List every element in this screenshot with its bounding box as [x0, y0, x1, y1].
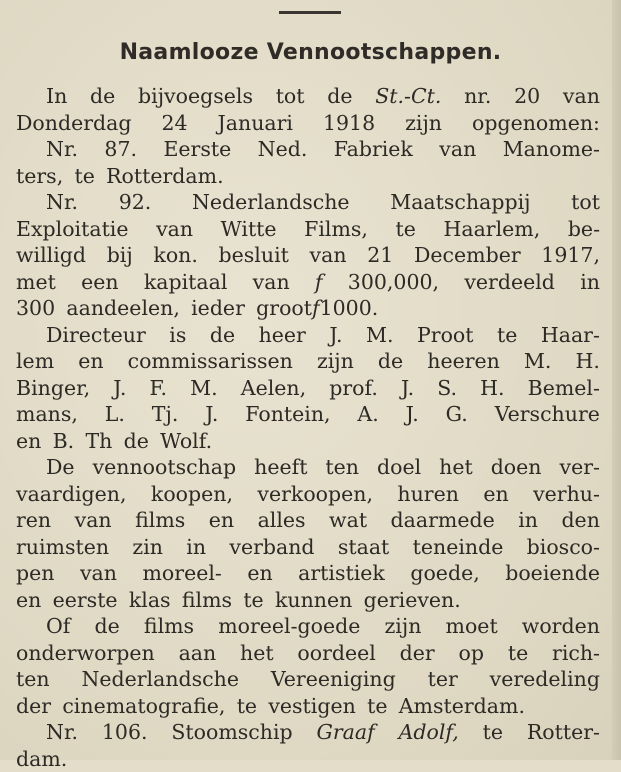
article-word: het	[240, 640, 274, 667]
article-line	[16, 534, 600, 561]
article-line	[16, 189, 600, 216]
article-word: Stoomschip	[171, 719, 292, 746]
section-heading: Naamlooze Vennootschappen.	[0, 38, 621, 68]
article-word: Ned.	[258, 136, 308, 163]
article-word: Exploitatie	[16, 216, 129, 243]
article-word: de	[95, 613, 120, 640]
article-word: 1918	[323, 110, 375, 137]
article-word: J.	[406, 401, 419, 428]
article-word: Directeur	[46, 322, 146, 349]
article-word: 1000.	[320, 295, 379, 322]
article-line	[16, 719, 600, 746]
article-word: Nr.	[46, 189, 78, 216]
article-word: heeren	[427, 348, 500, 375]
article-word: besluit	[219, 242, 289, 269]
article-word: heeft	[254, 454, 307, 481]
article-word: van	[75, 507, 112, 534]
article-word: vaardigen,	[16, 481, 126, 508]
article-word: Rotterdam.	[106, 163, 224, 190]
article-word: dam.	[16, 746, 67, 772]
article-word: te	[497, 322, 517, 349]
article-word: Haar-	[541, 322, 600, 349]
article-word: wat	[329, 507, 367, 534]
article-word: klas	[129, 587, 171, 614]
article-word: in	[186, 534, 206, 561]
article-word: Fabriek	[334, 136, 413, 163]
article-word: Nr.	[46, 719, 78, 746]
article-line	[16, 348, 600, 375]
article-word: staat	[338, 534, 389, 561]
article-word: te	[237, 693, 257, 720]
article-word: opgenomen:	[472, 110, 600, 137]
article-word: films	[135, 507, 185, 534]
article-word: eerste	[53, 587, 118, 614]
article-word: Rotter-	[527, 719, 600, 746]
article-word: Bemel-	[528, 375, 600, 402]
article-word: en	[247, 560, 272, 587]
top-divider-rule	[279, 11, 341, 14]
article-word: J.	[205, 401, 218, 428]
article-word: Vereeniging	[271, 666, 396, 693]
article-line	[16, 216, 600, 243]
article-word: van	[156, 216, 193, 243]
article-word: Eerste	[163, 136, 231, 163]
article-word: B.	[53, 428, 75, 455]
article-line	[16, 693, 600, 720]
article-word: 24	[161, 110, 187, 137]
article-word: Haarlem,	[443, 216, 540, 243]
article-line	[16, 587, 600, 614]
article-word: 300	[16, 295, 55, 322]
article-word: aandeelen,	[66, 295, 179, 322]
article-word: nr.	[464, 83, 491, 110]
article-word: f	[315, 269, 323, 296]
article-word: G.	[446, 401, 468, 428]
article-word: en	[483, 481, 508, 508]
article-word: Th	[85, 428, 112, 455]
article-word: ter	[428, 666, 458, 693]
article-word: in	[518, 507, 538, 534]
article-line	[16, 640, 600, 667]
article-line	[16, 83, 600, 110]
article-word: alles	[258, 507, 306, 534]
article-word: willigd	[16, 242, 86, 269]
article-word: moet	[446, 613, 498, 640]
article-word: op	[459, 640, 484, 667]
article-word: van	[310, 242, 347, 269]
article-word: onderworpen	[16, 640, 155, 667]
article-line	[16, 295, 600, 322]
article-word: Nederlandsche	[81, 666, 239, 693]
article-word: M.	[366, 322, 394, 349]
article-word: Of	[46, 613, 70, 640]
article-word: M.	[190, 375, 218, 402]
article-word: moreel-goede	[218, 613, 360, 640]
article-word: December	[414, 242, 521, 269]
article-word: 21	[367, 242, 393, 269]
article-word: zijn	[317, 348, 354, 375]
article-word: moreel-	[142, 560, 221, 587]
article-word: van	[80, 560, 117, 587]
article-line	[16, 454, 600, 481]
article-word: vennootschap	[93, 454, 237, 481]
article-word: verdeeld	[464, 269, 555, 296]
article-word: M.	[524, 348, 552, 375]
article-word: Manome-	[503, 136, 600, 163]
article-word: Maatschappij	[390, 189, 530, 216]
article-word: te	[74, 163, 94, 190]
article-word: pen	[16, 560, 54, 587]
article-word: daarmede	[391, 507, 495, 534]
article-word: 20	[514, 83, 540, 110]
article-word: ten	[325, 454, 359, 481]
article-word: J.	[401, 375, 414, 402]
article-line	[16, 163, 600, 190]
article-word: bijvoegsels	[138, 83, 253, 110]
article-word: cinematografie,	[62, 693, 225, 720]
article-body	[16, 83, 600, 772]
article-word: J.	[113, 375, 126, 402]
article-word: de	[210, 322, 235, 349]
article-word: Amsterdam.	[399, 693, 525, 720]
article-word: worden	[522, 613, 600, 640]
article-word: koopen,	[151, 481, 233, 508]
article-word: Films,	[304, 216, 368, 243]
article-word: van	[563, 83, 600, 110]
article-word: 92.	[119, 189, 152, 216]
article-word: ren	[16, 507, 51, 534]
article-word: te	[508, 640, 528, 667]
article-word: mans,	[16, 401, 78, 428]
article-word: tot	[276, 83, 305, 110]
article-word: Verschure	[495, 401, 600, 428]
article-word: kapitaal	[144, 269, 228, 296]
article-word: kon.	[153, 242, 197, 269]
article-word: der	[400, 640, 435, 667]
article-line	[16, 110, 600, 137]
article-word: Donderdag	[16, 110, 132, 137]
article-word: vestigen	[268, 693, 356, 720]
article-line	[16, 560, 600, 587]
article-word: 300,000,	[348, 269, 439, 296]
article-word: groot	[256, 295, 312, 322]
article-word: bij	[107, 242, 133, 269]
article-word: heer	[259, 322, 306, 349]
article-line	[16, 666, 600, 693]
article-word: ten	[16, 666, 50, 693]
article-word: doel	[377, 454, 421, 481]
article-word: de	[327, 83, 352, 110]
article-word: prof.	[329, 375, 378, 402]
article-word: films	[144, 613, 194, 640]
article-word: en	[16, 587, 41, 614]
article-line	[16, 746, 600, 772]
article-word: artistiek	[298, 560, 385, 587]
article-word: Aelen,	[241, 375, 306, 402]
article-line	[16, 242, 600, 269]
article-word: zin	[132, 534, 163, 561]
article-word: In	[46, 83, 67, 110]
article-word: verhu-	[533, 481, 600, 508]
article-word: Nr.	[46, 136, 78, 163]
article-word: is	[169, 322, 186, 349]
article-word: de	[124, 428, 149, 455]
article-word: films	[182, 587, 232, 614]
article-word: biosco-	[527, 534, 600, 561]
article-word: gerieven.	[364, 587, 461, 614]
article-word: ruimsten	[16, 534, 109, 561]
article-word: ieder	[191, 295, 245, 322]
article-line	[16, 507, 600, 534]
article-word: Graaf	[317, 719, 375, 746]
article-word: doen	[491, 454, 542, 481]
article-word: zijn	[385, 613, 422, 640]
article-word: Adolf,	[399, 719, 459, 746]
article-word: den	[561, 507, 599, 534]
article-line	[16, 613, 600, 640]
article-word: teneinde	[413, 534, 504, 561]
article-word: De	[46, 454, 75, 481]
article-word: tot	[571, 189, 600, 216]
article-word: en	[78, 348, 103, 375]
article-word: lem	[16, 348, 54, 375]
article-word: oordeel	[297, 640, 375, 667]
article-word: S.	[437, 375, 457, 402]
article-line	[16, 481, 600, 508]
page-edge-shadow	[612, 0, 621, 760]
article-word: en	[16, 428, 41, 455]
article-word: A.	[357, 401, 378, 428]
article-word: 1917,	[541, 242, 600, 269]
article-word: een	[81, 269, 118, 296]
article-word: St.-Ct.	[375, 83, 441, 110]
article-word: de	[378, 348, 403, 375]
article-word: F.	[150, 375, 168, 402]
article-word: zijn	[405, 110, 442, 137]
article-line	[16, 428, 600, 455]
article-word: kunnen	[275, 587, 352, 614]
article-word: huren	[397, 481, 459, 508]
article-word: goede,	[410, 560, 479, 587]
article-word: veredeling	[490, 666, 600, 693]
article-word: de	[90, 83, 115, 110]
article-word: 106.	[102, 719, 148, 746]
article-word: en	[209, 507, 234, 534]
article-word: in	[580, 269, 600, 296]
article-word: ters,	[16, 163, 63, 190]
article-word: van	[439, 136, 476, 163]
article-word: rich-	[552, 640, 600, 667]
article-word: te	[243, 587, 263, 614]
article-line	[16, 401, 600, 428]
article-word: te	[367, 693, 387, 720]
article-word: het	[439, 454, 473, 481]
article-word: H.	[576, 348, 600, 375]
article-word: te	[396, 216, 416, 243]
article-word: met	[16, 269, 56, 296]
article-word: Wolf.	[160, 428, 212, 455]
article-word: Nederlandsche	[192, 189, 350, 216]
article-word: verkoopen,	[257, 481, 373, 508]
article-word: J.	[329, 322, 342, 349]
article-word: 87.	[104, 136, 137, 163]
article-line	[16, 375, 600, 402]
article-word: aan	[179, 640, 217, 667]
article-word: der	[16, 693, 51, 720]
article-word: boeiende	[505, 560, 600, 587]
article-word: Tj.	[152, 401, 179, 428]
article-word: te	[483, 719, 503, 746]
article-line	[16, 269, 600, 296]
article-word: H.	[480, 375, 504, 402]
article-word: Witte	[221, 216, 277, 243]
article-line	[16, 136, 600, 163]
article-word: ver-	[559, 454, 599, 481]
article-word: Proot	[417, 322, 474, 349]
article-word: L.	[105, 401, 125, 428]
article-word: van	[253, 269, 290, 296]
article-word: Fontein,	[245, 401, 330, 428]
article-word: Binger,	[16, 375, 90, 402]
article-line	[16, 322, 600, 349]
article-word: commissarissen	[128, 348, 293, 375]
article-word: verband	[229, 534, 314, 561]
article-word: Januari	[218, 110, 293, 137]
article-word: be-	[568, 216, 600, 243]
article-word: f	[312, 295, 320, 322]
